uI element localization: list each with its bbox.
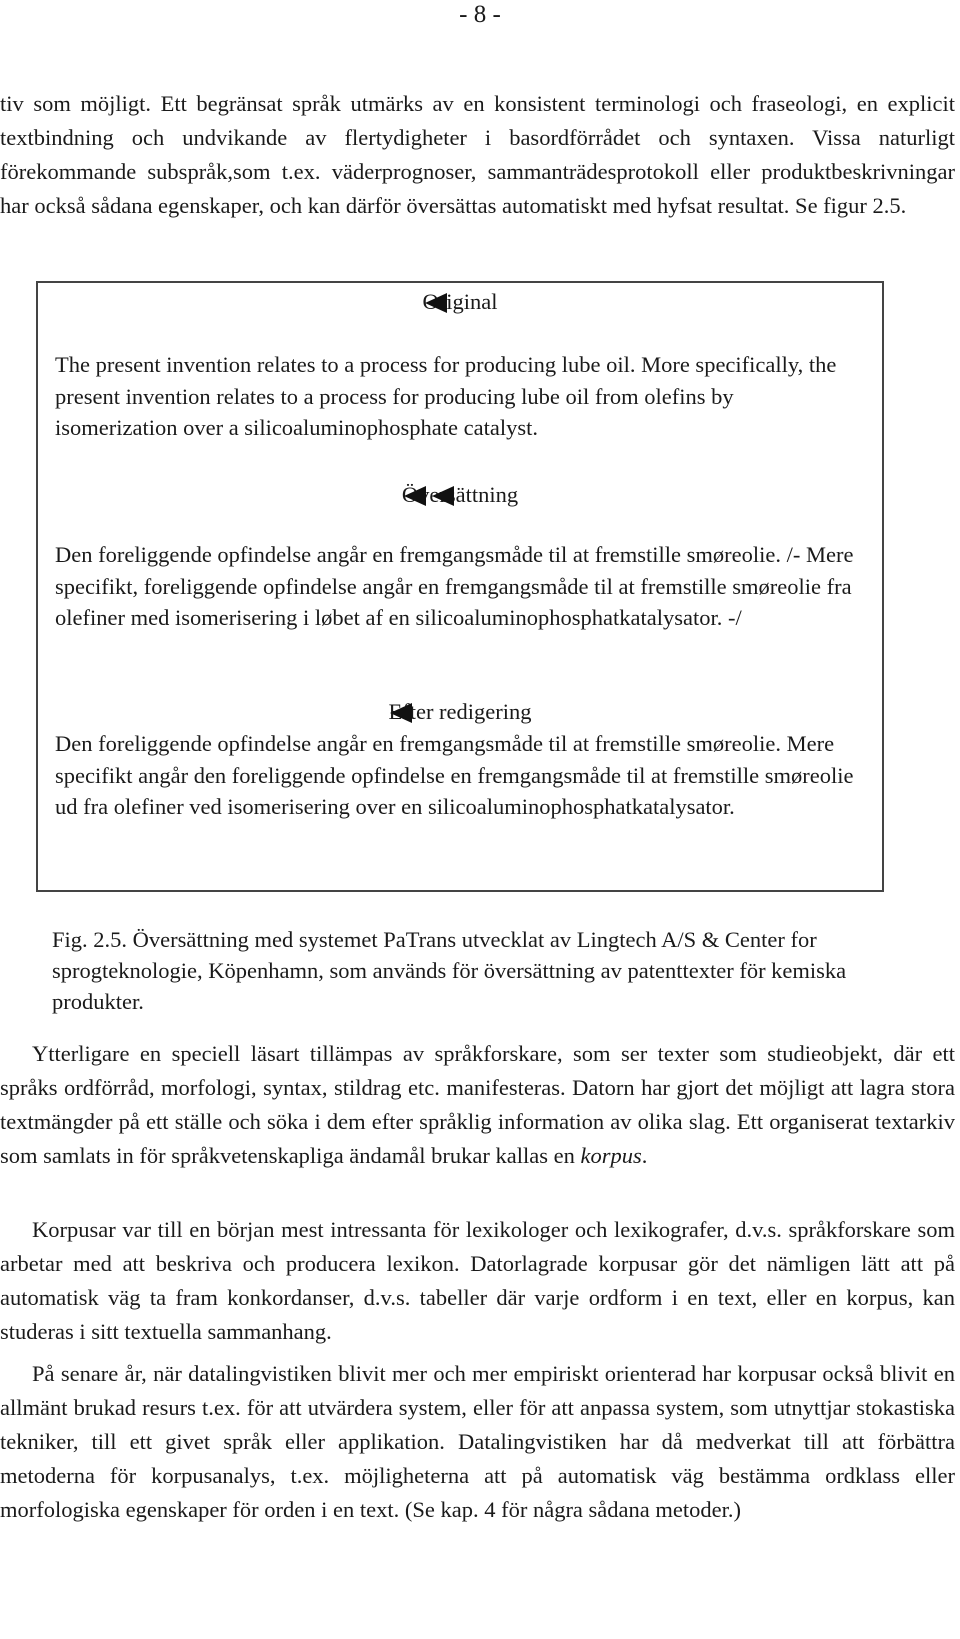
original-heading-text: Original	[422, 289, 498, 314]
edited-text: Den foreliggende opfindelse angår en fremgangsmåde til at fremstille smøreolie. Mere specifikt angår den foreliggende opfindelse en fremgangsmåde til at fremstille smøreolie ud fra olefiner ved isomerisering over en silicoaluminophosphatkatalysator.	[55, 731, 854, 819]
arrow-left-icon	[390, 703, 412, 723]
original-heading	[38, 287, 882, 317]
paragraph-korpus-text: Ytterligare en speciell läsart tillämpas av språkforskare, som ser texter som studieobjekt, där ett språks ordförråd, morfologi, syntax, stildrag etc. manifesteras. Datorn har gjort det möjligt att lagra stora textmängder på ett ställe och söka i dem efter språklig information av olika slag. Ett organiserat textarkiv som samlats in för språkvetenskapliga ändamål brukar kallas en	[0, 1041, 955, 1168]
translation-heading-text: Översättning	[401, 482, 519, 507]
translation-text: Den foreliggende opfindelse angår en fremgangsmåde til at fremstille smøreolie. /- Mere specifikt, foreliggende opfindelse angår en fremgangsmåde til at fremstille smøreolie fra olefiner med isomerisering i løbet af en silicoaluminophosphatkatalysator. -/	[55, 542, 854, 630]
figure-box	[36, 281, 884, 892]
edited-heading	[38, 697, 882, 727]
arrow-left-icon	[432, 486, 454, 506]
paragraph-korpusar: Korpusar var till en början mest intressanta för lexikologer och lexikografer, d.v.s. språkforskare som arbetar med att beskriva och producera lexikon. Datorlagrade korpusar gör det nämligen lätt att på automatisk väg ta fram konkordanser, d.v.s. tabeller där varje ordform i en text, eller en korpus, kan studeras i sitt textuella sammanhang.	[0, 1217, 955, 1344]
paragraph-datalingvistik: På senare år, när datalingvistiken blivit mer och mer empiriskt orienterad har korpusar också blivit en allmänt brukad resurs t.ex. för att utvärdera system, eller för att anpassa system, som utnyttjar stokastiska tekniker, till ett givet språk eller applikation. Datalingvistiken har då medverkat till att förbättra metoderna för korpusanalys, t.ex. möjligheterna att på automatisk väg bestämma ordklass eller morfologiska egenskaper för orden i en text. (Se kap. 4 för några sådana metoder.)	[0, 1361, 955, 1522]
intro-paragraph: tiv som möjligt. Ett begränsat språk utmärks av en konsistent terminologi och fraseologi, en explicit textbindning och undvikande av flertydigheter i basordförrådet och syntaxen. Vissa naturligt förekommande subspråk,som t.ex. väderprognoser, sammanträdesprotokoll eller produktbeskrivningar har också sådana egenskaper, och kan därför översättas automatiskt med hyfsat resultat. Se figur 2.5.	[0, 91, 955, 218]
translation-heading	[38, 480, 882, 510]
arrow-left-icon	[425, 293, 447, 313]
original-text: The present invention relates to a process for producing lube oil. More specifically, the present invention relates to a process for producing lube oil from olefins by isomerization over a silicoaluminophosphate catalyst.	[55, 352, 837, 440]
edited-heading-text: Efter redigering	[388, 699, 532, 724]
paragraph-korpus-end: .	[641, 1143, 648, 1168]
term-korpus: korpus	[580, 1143, 642, 1168]
page-number: - 8 -	[459, 1, 501, 28]
paragraph-korpus	[0, 1037, 955, 1173]
arrow-left-icon	[404, 486, 426, 506]
figure-caption: Fig. 2.5. Översättning med systemet PaTrans utvecklat av Lingtech A/S & Center for sprogteknologie, Köpenhamn, som används för översättning av patenttexter för kemiska produkter.	[52, 927, 847, 1014]
